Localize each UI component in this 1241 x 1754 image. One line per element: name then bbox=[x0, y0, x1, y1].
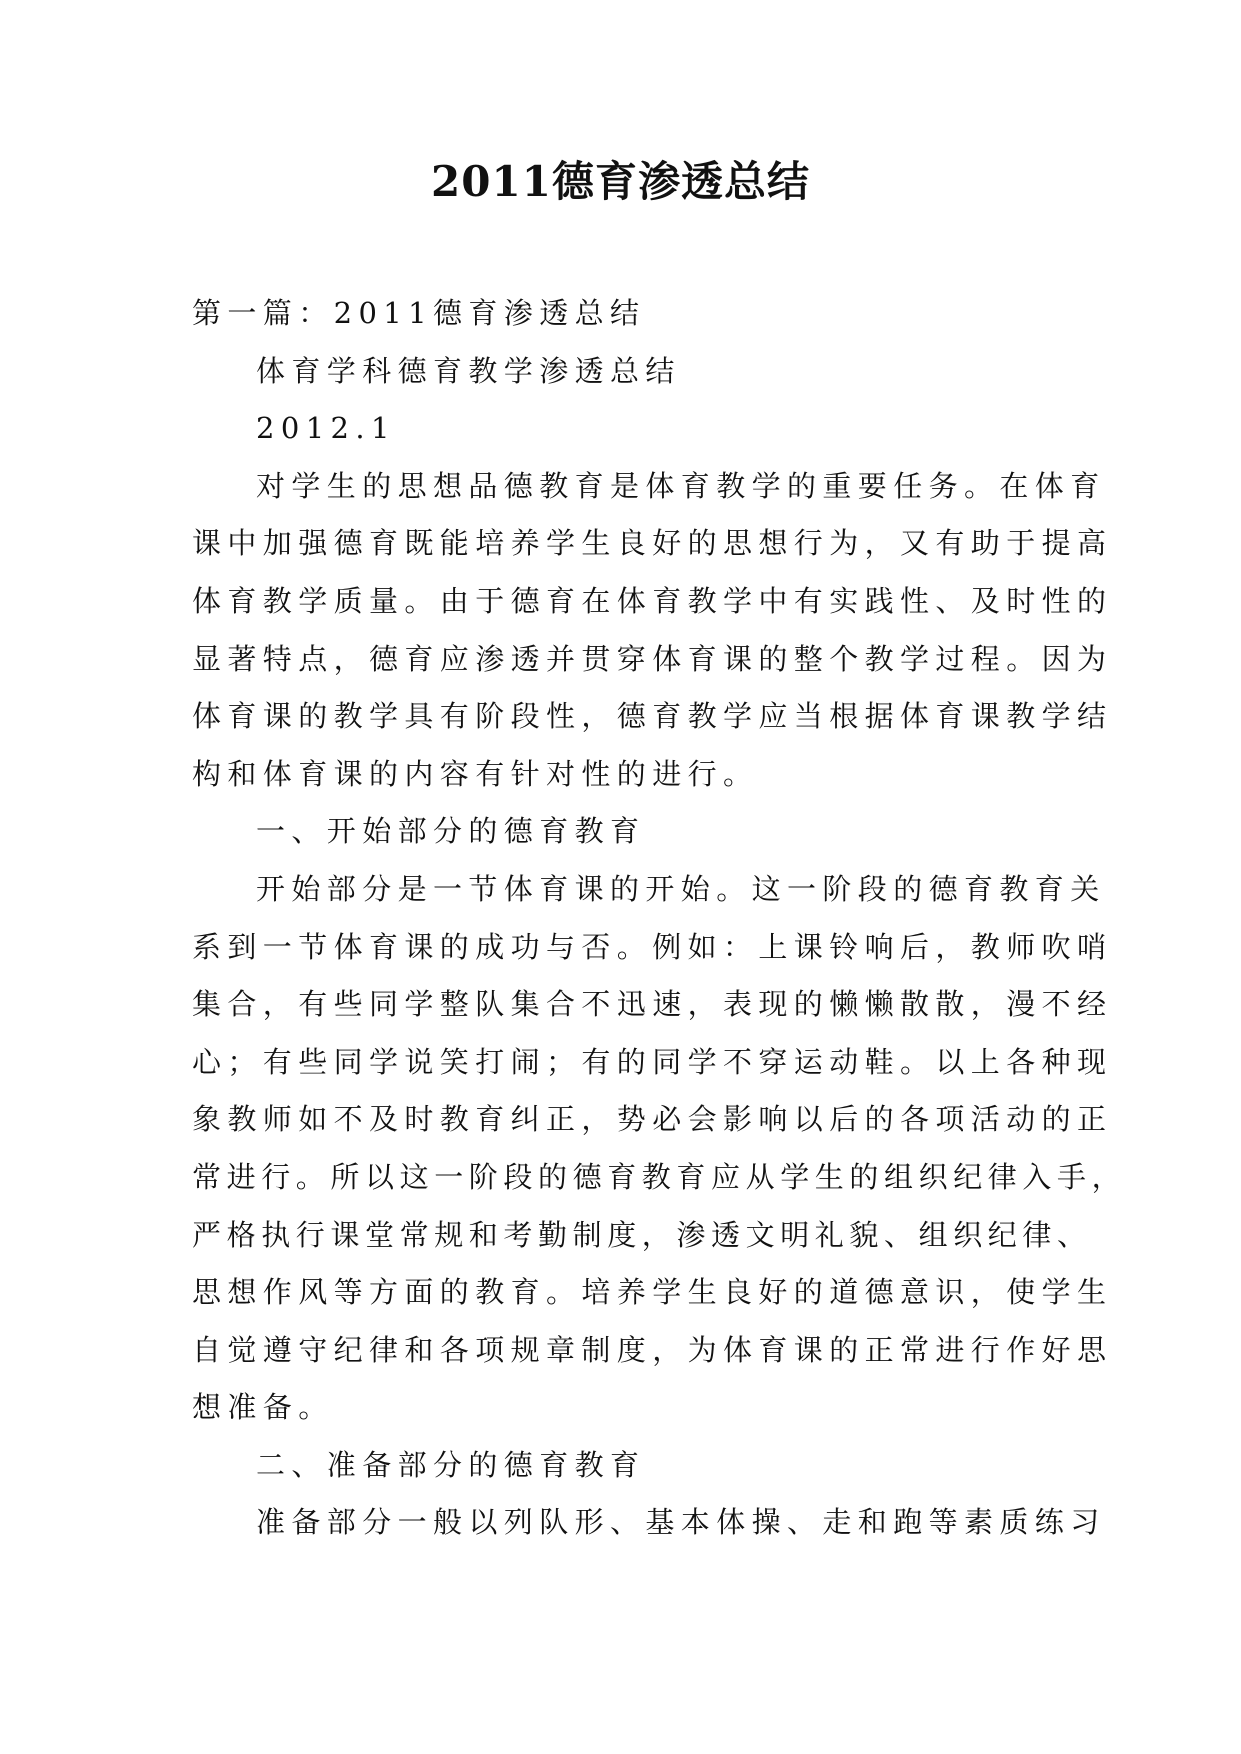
text-line: 对学生的思想品德教育是体育教学的重要任务。在体育 bbox=[256, 468, 1106, 503]
text-line: 集合，有些同学整队集合不迅速，表现的懒懒散散，漫不经 bbox=[192, 987, 1113, 1022]
text-line: 显著特点，德育应渗透并贯穿体育课的整个教学过程。因为 bbox=[192, 641, 1113, 676]
text-line: 体育学科德育教学渗透总结 bbox=[256, 353, 681, 388]
text-line: 开始部分是一节体育课的开始。这一阶段的德育教育关 bbox=[256, 871, 1106, 906]
text-line: 象教师如不及时教育纠正，势必会影响以后的各项活动的正 bbox=[192, 1102, 1113, 1137]
section-heading: 二、准备部分的德育教育 bbox=[256, 1447, 646, 1482]
text-line: 体育课的教学具有阶段性，德育教学应当根据体育课教学结 bbox=[192, 699, 1113, 734]
text-line: 系到一节体育课的成功与否。例如：上课铃响后，教师吹哨 bbox=[192, 929, 1113, 964]
text-line: 构和体育课的内容有针对性的进行。 bbox=[192, 756, 759, 791]
document-body bbox=[192, 285, 1127, 1552]
document-title: 2011德育渗透总结 bbox=[431, 157, 810, 206]
text-line: 课中加强德育既能培养学生良好的思想行为，又有助于提高 bbox=[192, 526, 1113, 561]
text-line: 常进行。所以这一阶段的德育教育应从学生的组织纪律入手， bbox=[192, 1159, 1127, 1194]
text-line: 体育教学质量。由于德育在体育教学中有实践性、及时性的 bbox=[192, 583, 1113, 618]
text-line: 严格执行课堂常规和考勤制度，渗透文明礼貌、组织纪律、 bbox=[192, 1217, 1092, 1252]
text-line: 2012.1 bbox=[256, 411, 396, 446]
section-heading: 一、开始部分的德育教育 bbox=[256, 814, 646, 849]
text-line: 心；有些同学说笑打闹；有的同学不穿运动鞋。以上各种现 bbox=[192, 1044, 1113, 1079]
text-line: 准备部分一般以列队形、基本体操、走和跑等素质练习 bbox=[256, 1505, 1106, 1540]
text-line: 想准备。 bbox=[192, 1390, 334, 1425]
text-line: 自觉遵守纪律和各项规章制度，为体育课的正常进行作好思 bbox=[192, 1332, 1113, 1367]
text-line: 第一篇：2011德育渗透总结 bbox=[192, 296, 646, 330]
text-line: 思想作风等方面的教育。培养学生良好的道德意识，使学生 bbox=[192, 1275, 1113, 1310]
